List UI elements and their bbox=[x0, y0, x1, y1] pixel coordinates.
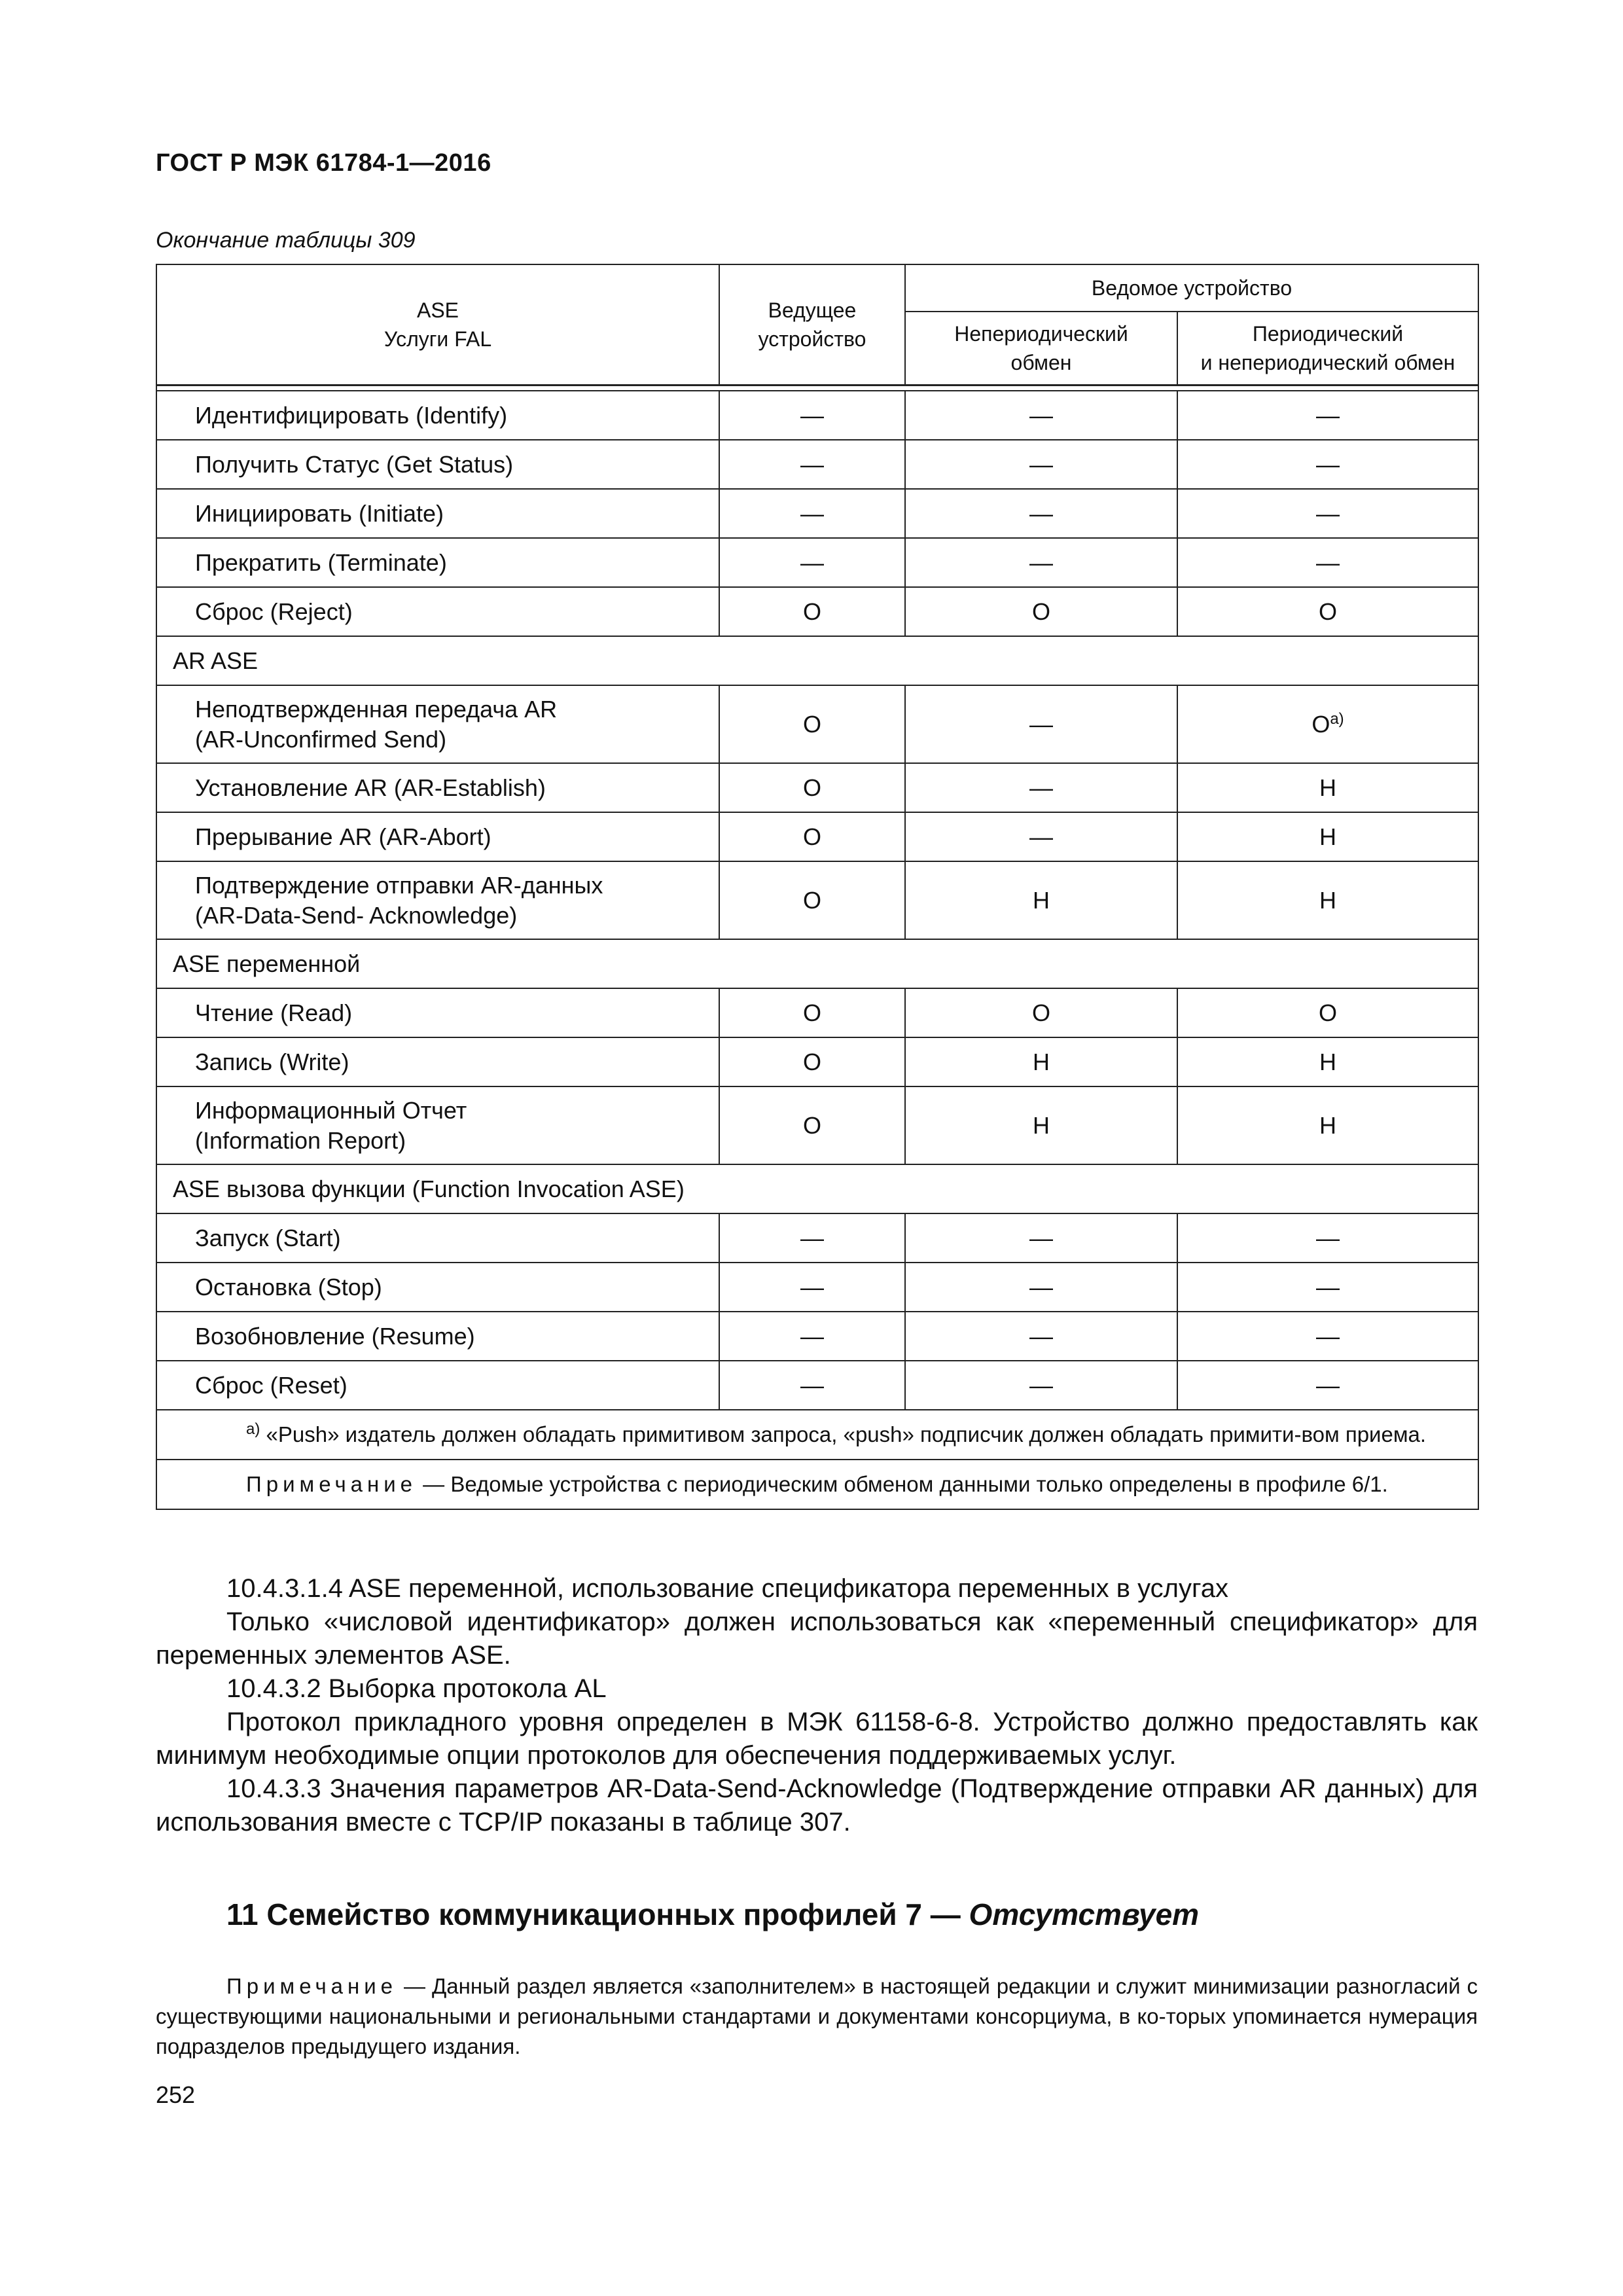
header-ase-services: ASE Услуги FAL bbox=[156, 264, 719, 386]
table-row bbox=[156, 1263, 1478, 1312]
master-value: O bbox=[719, 988, 905, 1037]
paragraph-numeric-identifier: Только «числовой идентификатор» должен использоваться как «переменный спецификатор» для переменных элементов ASE. bbox=[156, 1607, 1478, 1670]
table-row bbox=[156, 391, 1478, 440]
periodic-value: — bbox=[1177, 391, 1478, 440]
service-name: Возобновление (Resume) bbox=[156, 1312, 719, 1361]
table-row bbox=[156, 587, 1478, 636]
nonperiodic-value: — bbox=[905, 538, 1177, 587]
periodic-value: — bbox=[1177, 1263, 1478, 1312]
periodic-value: — bbox=[1177, 1213, 1478, 1263]
service-name: Остановка (Stop) bbox=[156, 1263, 719, 1312]
section-label: ASE переменной bbox=[156, 939, 1478, 988]
periodic-value: Н bbox=[1177, 1037, 1478, 1086]
paragraph-10-4-3-1-4: 10.4.3.1.4 ASE переменной, использование спецификатора переменных в услугах bbox=[226, 1574, 1228, 1603]
table-row bbox=[156, 812, 1478, 861]
footnote-marker: a) bbox=[1330, 709, 1344, 728]
table-header-row bbox=[156, 264, 1478, 312]
nonperiodic-value: — bbox=[905, 763, 1177, 812]
paragraph-10-4-3-3: 10.4.3.3 Значения параметров AR-Data-Send-Acknowledge (Подтверждение отправки AR данных) для использования вместе с TCP/IP показаны в таблице 307. bbox=[156, 1774, 1478, 1837]
table-footnote-row bbox=[156, 1410, 1478, 1460]
nonperiodic-value: — bbox=[905, 1312, 1177, 1361]
document-standard-header: ГОСТ Р МЭК 61784-1—2016 bbox=[156, 149, 491, 177]
table-row bbox=[156, 538, 1478, 587]
nonperiodic-value: — bbox=[905, 812, 1177, 861]
nonperiodic-value: — bbox=[905, 489, 1177, 538]
table-row bbox=[156, 685, 1478, 763]
table-row bbox=[156, 861, 1478, 939]
nonperiodic-value: — bbox=[905, 1263, 1177, 1312]
service-name: Сброс (Reject) bbox=[156, 587, 719, 636]
periodic-value: — bbox=[1177, 538, 1478, 587]
periodic-value: Н bbox=[1177, 812, 1478, 861]
table-row bbox=[156, 1312, 1478, 1361]
table-section-row bbox=[156, 939, 1478, 988]
service-name: Прекратить (Terminate) bbox=[156, 538, 719, 587]
master-value: O bbox=[719, 1037, 905, 1086]
periodic-value: — bbox=[1177, 440, 1478, 489]
master-value: — bbox=[719, 391, 905, 440]
service-name: Чтение (Read) bbox=[156, 988, 719, 1037]
service-name: Получить Статус (Get Status) bbox=[156, 440, 719, 489]
table-row bbox=[156, 1213, 1478, 1263]
header-master-device: Ведущее устройство bbox=[719, 264, 905, 386]
section-heading: 11 Семейство коммуникационных профилей 7 — Отсутствует bbox=[226, 1897, 1200, 1931]
service-name: Информационный Отчет (Information Report) bbox=[156, 1086, 719, 1164]
table-row bbox=[156, 1037, 1478, 1086]
table-footnote: $^{a)}$ «Push» издатель должен обладать примитивом запроса, «push» подписчик должен обладать примити-вом приема. bbox=[156, 1410, 1478, 1460]
service-name: Сброс (Reset) bbox=[156, 1361, 719, 1410]
periodic-value: — bbox=[1177, 489, 1478, 538]
table-row bbox=[156, 988, 1478, 1037]
header-nonperiodic: Непериодический обмен bbox=[905, 312, 1177, 386]
master-value: O bbox=[719, 685, 905, 763]
periodic-value: O bbox=[1177, 587, 1478, 636]
header-slave-device: Ведомое устройство bbox=[905, 264, 1478, 312]
master-value: — bbox=[719, 1312, 905, 1361]
master-value: O bbox=[719, 763, 905, 812]
master-value: O bbox=[719, 587, 905, 636]
nonperiodic-value: Н bbox=[905, 1086, 1177, 1164]
section-note: Примечание — Данный раздел является «заполнителем» в настоящей редакции и служит минимизации разногласий с существующими национальными и региональными стандартами и документами консорциума, в ко-торых упоминается нумерация подразделов предыдущего издания. bbox=[156, 1974, 1478, 2058]
nonperiodic-value: — bbox=[905, 685, 1177, 763]
service-name: Инициировать (Initiate) bbox=[156, 489, 719, 538]
services-table bbox=[156, 264, 1479, 1510]
master-value: — bbox=[719, 538, 905, 587]
paragraph-10-4-3-2: 10.4.3.2 Выборка протокола AL bbox=[226, 1674, 607, 1703]
periodic-value: — bbox=[1177, 1361, 1478, 1410]
periodic-value: O bbox=[1177, 988, 1478, 1037]
master-value: O bbox=[719, 861, 905, 939]
service-name: Установление AR (AR-Establish) bbox=[156, 763, 719, 812]
body-text bbox=[156, 1572, 1478, 1839]
nonperiodic-value: — bbox=[905, 1361, 1177, 1410]
periodic-value: Н bbox=[1177, 763, 1478, 812]
nonperiodic-value: — bbox=[905, 440, 1177, 489]
service-name: Идентифицировать (Identify) bbox=[156, 391, 719, 440]
master-value: — bbox=[719, 440, 905, 489]
periodic-value: — bbox=[1177, 1312, 1478, 1361]
master-value: O bbox=[719, 1086, 905, 1164]
service-name: Подтверждение отправки AR-данных (AR-Data-Send- Acknowledge) bbox=[156, 861, 719, 939]
page-number: 252 bbox=[156, 2081, 196, 2108]
table-row bbox=[156, 1086, 1478, 1164]
service-name: Запуск (Start) bbox=[156, 1213, 719, 1263]
nonperiodic-value: Н bbox=[905, 861, 1177, 939]
table-row bbox=[156, 1361, 1478, 1410]
header-separator bbox=[156, 386, 1478, 391]
periodic-value: Н bbox=[1177, 861, 1478, 939]
table-caption: Окончание таблицы 309 bbox=[156, 228, 416, 253]
table-note-row bbox=[156, 1460, 1478, 1509]
master-value: — bbox=[719, 1361, 905, 1410]
service-name: Запись (Write) bbox=[156, 1037, 719, 1086]
table-section-row bbox=[156, 636, 1478, 685]
nonperiodic-value: — bbox=[905, 391, 1177, 440]
master-value: — bbox=[719, 489, 905, 538]
table-row bbox=[156, 763, 1478, 812]
header-periodic: Периодический и непериодический обмен bbox=[1177, 312, 1478, 386]
nonperiodic-value: O bbox=[905, 587, 1177, 636]
table-section-row bbox=[156, 1164, 1478, 1213]
master-value: — bbox=[719, 1263, 905, 1312]
periodic-value: Н bbox=[1177, 1086, 1478, 1164]
nonperiodic-value: O bbox=[905, 988, 1177, 1037]
paragraph-protocol: Протокол прикладного уровня определен в МЭК 61158-6-8. Устройство должно предоставлять как минимум необходимые опции протоколов для обеспечения поддерживаемых услуг. bbox=[156, 1708, 1478, 1770]
service-name: Прерывание AR (AR-Abort) bbox=[156, 812, 719, 861]
nonperiodic-value: — bbox=[905, 1213, 1177, 1263]
table-note: Примечание — Ведомые устройства с периодическим обменом данными только определены в профиле 6/1. bbox=[156, 1460, 1478, 1509]
section-label: AR ASE bbox=[156, 636, 1478, 685]
service-name: Неподтвержденная передача AR (AR-Unconfirmed Send) bbox=[156, 685, 719, 763]
master-value: O bbox=[719, 812, 905, 861]
master-value: — bbox=[719, 1213, 905, 1263]
nonperiodic-value: Н bbox=[905, 1037, 1177, 1086]
table-row bbox=[156, 440, 1478, 489]
table-row bbox=[156, 489, 1478, 538]
periodic-value: $O^{a)}$ bbox=[1177, 685, 1478, 763]
section-label: ASE вызова функции (Function Invocation ASE) bbox=[156, 1164, 1478, 1213]
